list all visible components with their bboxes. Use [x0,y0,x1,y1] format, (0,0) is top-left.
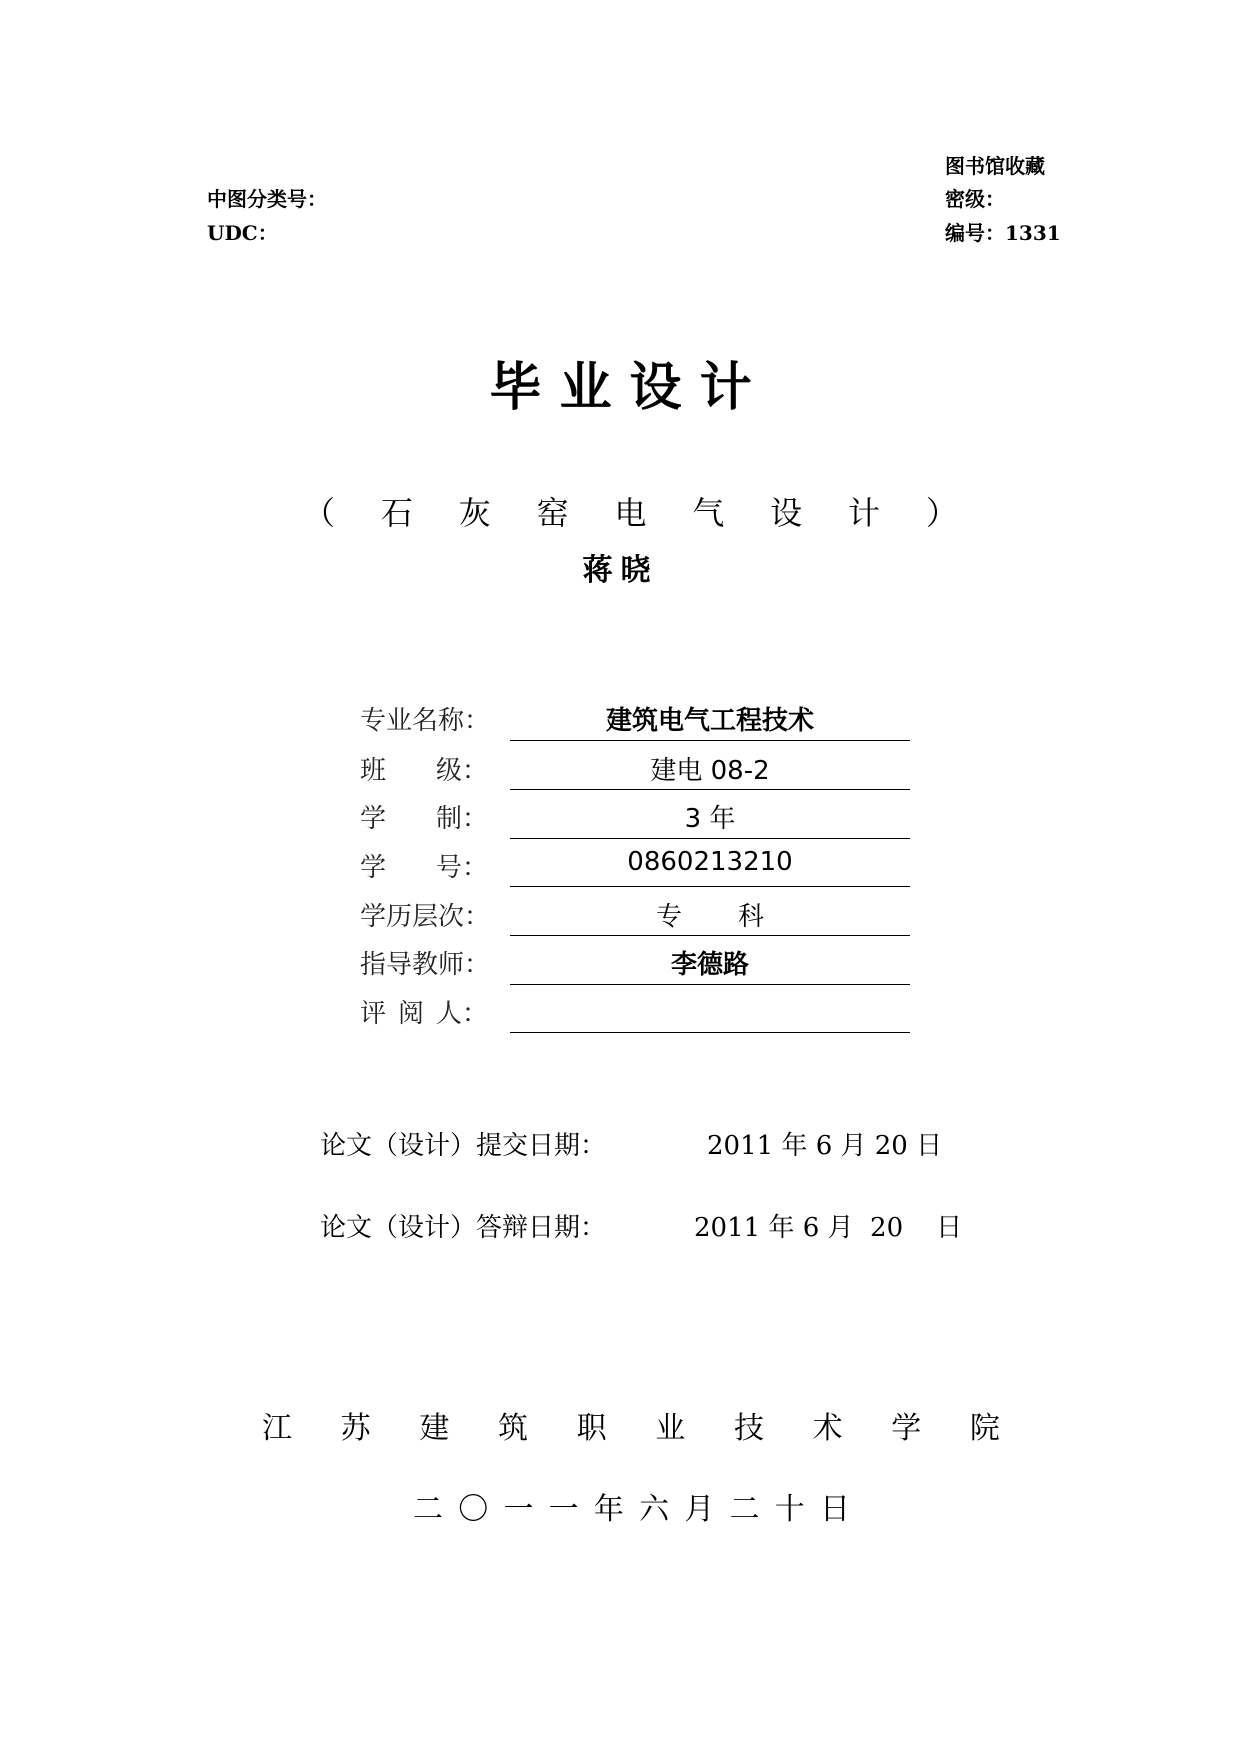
cover-date-char: 日 [819,1492,850,1527]
subtitle-char: 窑 [536,494,569,532]
main-title: 毕 业 设 计 [489,357,752,418]
submit-date-value: 2011 年 6 月 20 日 [707,1131,943,1161]
subtitle-char: 电 [614,494,647,532]
duration-label-char: 学 [360,804,387,834]
college-char: 业 [655,1411,686,1446]
author-name: 蒋晓 [582,553,659,588]
subtitle-char: 灰 [458,494,491,532]
cover-date-char: 一 [548,1492,579,1527]
cover-date-char: 一 [503,1492,534,1527]
reviewer-label [360,993,490,1030]
subtitle-char: （ [303,494,336,532]
college-char: 筑 [497,1411,528,1446]
subtitle-char: 气 [692,494,725,532]
education-level-value [510,896,910,933]
college-char: 院 [969,1411,1000,1446]
subtitle-char: ） [925,494,958,532]
duration-underline [510,838,910,839]
college-char: 技 [733,1411,764,1446]
cover-date-char: 月 [684,1492,715,1527]
duration-label-char: 制： [435,804,488,834]
college-char: 建 [419,1411,450,1446]
major-underline [510,740,910,741]
udc-label: UDC： [207,221,278,245]
classification-label: 中图分类号： [207,187,327,211]
security-level-label: 密级： [945,187,1005,211]
advisor-label: 指导教师： [360,950,491,980]
subtitle-char: 计 [848,494,881,532]
cover-date-char: 二 [729,1492,760,1527]
duration-value: 3 年 [684,804,736,834]
education-level-char: 科 [738,902,765,932]
college-char: 学 [891,1411,922,1446]
education-level-char: 专 [655,902,682,932]
major-value: 建筑电气工程技术 [605,706,814,736]
cover-date-char: 〇 [458,1492,489,1527]
submit-date-label: 论文（设计）提交日期： [320,1131,607,1161]
subtitle-char: 设 [770,494,803,532]
cover-date-char: 年 [593,1492,624,1527]
reviewer-label-char: 评 [360,999,387,1029]
document-number-label: 编号：1331 [945,221,1061,245]
student-id-underline [510,886,910,887]
reviewer-label-char: 人： [435,999,488,1029]
reviewer-underline [510,1032,910,1033]
major-label: 专业名称： [360,706,491,736]
college-char: 苏 [340,1411,371,1446]
student-id-value: 0860213210 [627,847,793,877]
defense-date-label: 论文（设计）答辩日期： [320,1213,607,1243]
cover-date [413,1484,850,1528]
cover-date-char: 六 [639,1492,670,1527]
college-char: 术 [812,1411,843,1446]
library-collection-label: 图书馆收藏 [945,154,1045,178]
class-value: 建电 08-2 [650,756,770,786]
thesis-subtitle [303,488,958,534]
class-label [360,750,490,787]
college-char: 职 [576,1411,607,1446]
cover-date-char: 十 [774,1492,805,1527]
college-char: 江 [262,1411,292,1446]
defense-date-value: 2011 年 6 月 20 日 [694,1213,963,1243]
class-label-char: 级： [435,756,488,786]
duration-label [360,798,490,835]
subtitle-char: 石 [380,494,413,532]
class-underline [510,789,910,790]
cover-date-char: 二 [413,1492,443,1527]
college-name [262,1403,1000,1447]
education-level-underline [510,935,910,936]
advisor-value: 李德路 [670,950,749,980]
student-id-label-char: 号： [435,853,488,883]
student-id-label [360,847,490,884]
student-id-label-char: 学 [360,853,387,883]
reviewer-label-char: 阅 [397,999,424,1029]
education-level-label: 学历层次： [360,902,491,932]
class-label-char: 班 [360,756,387,786]
advisor-underline [510,984,910,985]
